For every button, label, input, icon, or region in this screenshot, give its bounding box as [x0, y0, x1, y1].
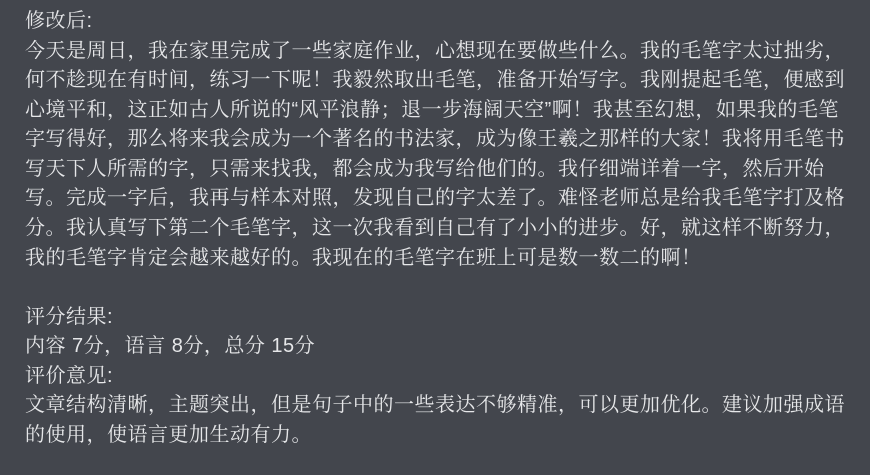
- revised-text-line: 何不趁现在有时间，练习一下呢！我毅然取出毛笔，准备开始写字。我刚提起毛笔，便感到: [25, 69, 845, 92]
- revised-text-line: 心境平和，这正如古人所说的“风平浪静；退一步海阔天空”啊！我甚至幻想，如果我的毛笔: [25, 98, 839, 121]
- revised-text-line: 写天下人所需的字，只需来找我，都会成为我写给他们的。我仔细端详着一字，然后开始: [25, 157, 825, 180]
- revised-text-line: 今天是周日，我在家里完成了一些家庭作业，心想现在要做些什么。我的毛笔字太过拙劣，: [25, 39, 845, 62]
- revised-text-line: 字写得好，那么将来我会成为一个著名的书法家，成为像王羲之那样的大家！我将用毛笔书: [25, 128, 845, 151]
- revised-text-line: 我的毛笔字肯定会越来越好的。我现在的毛笔字在班上可是数一数二的啊！: [25, 246, 702, 269]
- revised-text-line: 分。我认真写下第二个毛笔字，这一次我看到自己有了小小的进步。好，就这样不断努力，: [25, 216, 845, 239]
- blank-line: [25, 273, 850, 303]
- score-heading: 评分结果:: [25, 305, 114, 328]
- comment-heading: 评价意见:: [25, 364, 114, 387]
- comment-text-line: 的使用，使语言更加生动有力。: [25, 423, 312, 446]
- score-values: 内容 7分，语言 8分，总分 15分: [25, 335, 316, 358]
- revised-heading: 修改后:: [25, 10, 93, 32]
- revised-text-line: 写。完成一字后，我再与样本对照，发现自己的字太差了。难怪老师总是给我毛笔字打及格: [25, 187, 845, 210]
- comment-text-line: 文章结构清晰，主题突出，但是句子中的一些表达不够精准，可以更加优化。建议加强成语: [25, 394, 845, 417]
